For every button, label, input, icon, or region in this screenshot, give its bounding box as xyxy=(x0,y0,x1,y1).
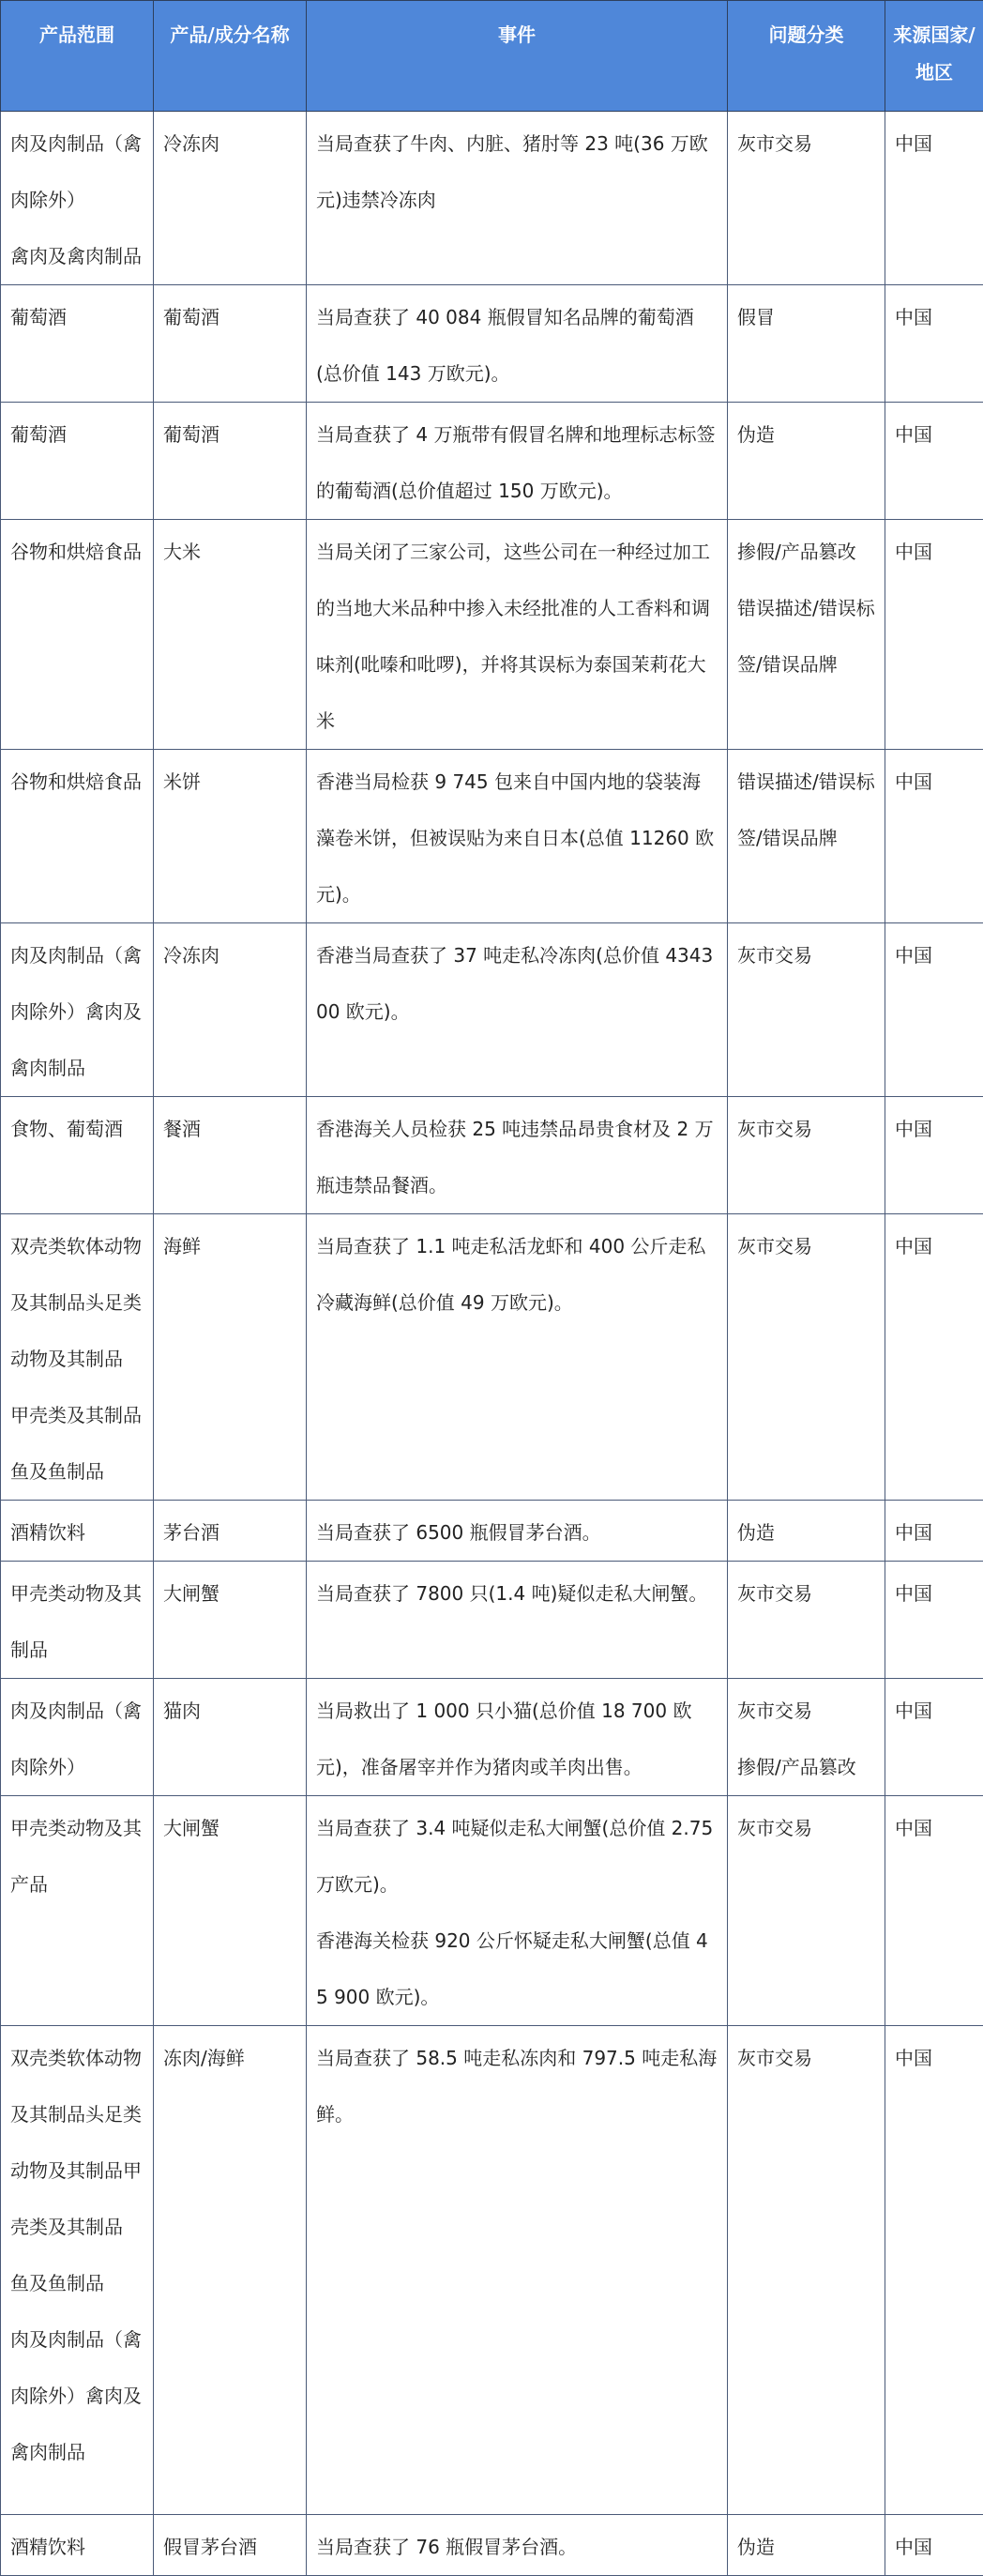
cell-product: 茅台酒 xyxy=(154,1501,307,1562)
cell-issue xyxy=(728,285,885,403)
cell-category xyxy=(1,520,154,750)
cell-origin: 中国 xyxy=(885,1796,983,2026)
cell-event xyxy=(307,1796,728,2026)
cell-text: 灰市交易 xyxy=(737,1683,875,1739)
cell-event xyxy=(307,403,728,520)
cell-product: 冷冻肉 xyxy=(154,112,307,285)
cell-text: 当局查获了 4 万瓶带有假冒名牌和地理标志标签的葡萄酒(总价值超过 150 万欧元)。 xyxy=(316,406,718,519)
cell-category xyxy=(1,403,154,520)
header-category: 产品范围 xyxy=(1,1,154,112)
cell-category xyxy=(1,1214,154,1501)
cell-text: 灰市交易 xyxy=(737,2030,875,2086)
cell-text: 香港海关人员检获 25 吨违禁品昂贵食材及 2 万瓶违禁品餐酒。 xyxy=(316,1101,718,1213)
cell-text: 酒精饮料 xyxy=(10,1504,144,1561)
cell-category xyxy=(1,1796,154,2026)
cell-origin: 中国 xyxy=(885,1562,983,1679)
cell-text: 鱼及鱼制品 xyxy=(10,1443,144,1500)
cell-text: 灰市交易 xyxy=(737,115,875,172)
cell-issue xyxy=(728,1679,885,1796)
cell-product: 假冒茅台酒 xyxy=(154,2515,307,2576)
cell-event xyxy=(307,1679,728,1796)
cell-origin: 中国 xyxy=(885,520,983,750)
cell-text: 当局查获了 76 瓶假冒茅台酒。 xyxy=(316,2519,718,2575)
cell-product: 餐酒 xyxy=(154,1097,307,1214)
cell-text: 灰市交易 xyxy=(737,1101,875,1157)
cell-text: 肉及肉制品（禽肉除外） xyxy=(10,1683,144,1795)
cell-category xyxy=(1,923,154,1097)
cell-text: 香港当局查获了 37 吨走私冷冻肉(总价值 434300 欧元)。 xyxy=(316,927,718,1040)
cell-text: 葡萄酒 xyxy=(10,406,144,463)
cell-text: 当局查获了 40 084 瓶假冒知名品牌的葡萄酒(总价值 143 万欧元)。 xyxy=(316,289,718,402)
cell-product: 葡萄酒 xyxy=(154,285,307,403)
table-row xyxy=(1,403,983,520)
cell-text: 伪造 xyxy=(737,1504,875,1561)
cell-issue xyxy=(728,750,885,923)
cell-text: 灰市交易 xyxy=(737,927,875,983)
cell-text: 灰市交易 xyxy=(737,1218,875,1274)
table-row xyxy=(1,1097,983,1214)
cell-text: 肉及肉制品（禽肉除外）禽肉及禽肉制品 xyxy=(10,927,144,1096)
cell-origin: 中国 xyxy=(885,403,983,520)
cell-text: 伪造 xyxy=(737,406,875,463)
cell-category xyxy=(1,2026,154,2515)
cell-text: 当局查获了 7800 只(1.4 吨)疑似走私大闸蟹。 xyxy=(316,1565,718,1622)
cell-event xyxy=(307,2026,728,2515)
cell-issue xyxy=(728,1501,885,1562)
cell-issue xyxy=(728,2026,885,2515)
cell-text: 肉及肉制品（禽肉除外）禽肉及禽肉制品 xyxy=(10,2311,144,2480)
cell-text: 错误描述/错误标签/错误品牌 xyxy=(737,580,875,693)
cell-product: 大米 xyxy=(154,520,307,750)
table-row xyxy=(1,520,983,750)
table-row xyxy=(1,285,983,403)
table-body xyxy=(1,112,983,2576)
cell-text: 掺假/产品篡改 xyxy=(737,524,875,580)
cell-product: 米饼 xyxy=(154,750,307,923)
cell-origin: 中国 xyxy=(885,2026,983,2515)
cell-text: 错误描述/错误标签/错误品牌 xyxy=(737,754,875,866)
cell-product: 大闸蟹 xyxy=(154,1562,307,1679)
table-header xyxy=(1,1,983,112)
cell-text: 香港当局检获 9 745 包来自中国内地的袋装海藻卷米饼，但被误贴为来自日本(总值 11260 欧元)。 xyxy=(316,754,718,922)
table-row xyxy=(1,2026,983,2515)
header-product: 产品/成分名称 xyxy=(154,1,307,112)
cell-origin: 中国 xyxy=(885,750,983,923)
cell-text: 甲壳类动物及其产品 xyxy=(10,1800,144,1913)
cell-category xyxy=(1,750,154,923)
cell-event xyxy=(307,1214,728,1501)
cell-text: 掺假/产品篡改 xyxy=(737,1739,875,1795)
cell-product: 冷冻肉 xyxy=(154,923,307,1097)
table-row xyxy=(1,2515,983,2576)
cell-category xyxy=(1,1562,154,1679)
cell-issue xyxy=(728,2515,885,2576)
cell-text: 当局查获了 1.1 吨走私活龙虾和 400 公斤走私冷藏海鲜(总价值 49 万欧元)。 xyxy=(316,1218,718,1331)
cell-text: 当局查获了 58.5 吨走私冻肉和 797.5 吨走私海鲜。 xyxy=(316,2030,718,2142)
table-row xyxy=(1,1214,983,1501)
cell-text: 当局查获了牛肉、内脏、猪肘等 23 吨(36 万欧元)违禁冷冻肉 xyxy=(316,115,718,228)
cell-event xyxy=(307,923,728,1097)
table-row xyxy=(1,112,983,285)
cell-text: 葡萄酒 xyxy=(10,289,144,345)
cell-event xyxy=(307,1562,728,1679)
cell-event xyxy=(307,520,728,750)
cell-event xyxy=(307,2515,728,2576)
cell-text: 谷物和烘焙食品 xyxy=(10,754,144,810)
cell-event xyxy=(307,112,728,285)
table-row xyxy=(1,1562,983,1679)
cell-text: 双壳类软体动物及其制品头足类动物及其制品甲壳类及其制品 xyxy=(10,2030,144,2255)
cell-text: 当局关闭了三家公司，这些公司在一种经过加工的当地大米品种中掺入未经批准的人工香料和调味剂(吡嗪和吡啰)，并将其误标为泰国茉莉花大米 xyxy=(316,524,718,749)
cell-text: 甲壳类及其制品 xyxy=(10,1387,144,1443)
cell-category xyxy=(1,1097,154,1214)
cell-issue xyxy=(728,1097,885,1214)
header-issue: 问题分类 xyxy=(728,1,885,112)
cell-event xyxy=(307,1097,728,1214)
cell-issue xyxy=(728,112,885,285)
table-row xyxy=(1,1501,983,1562)
cell-text: 当局查获了 6500 瓶假冒茅台酒。 xyxy=(316,1504,718,1561)
cell-category xyxy=(1,1679,154,1796)
cell-text: 伪造 xyxy=(737,2519,875,2575)
cell-text: 酒精饮料 xyxy=(10,2519,144,2575)
header-row xyxy=(1,1,983,112)
cell-origin: 中国 xyxy=(885,2515,983,2576)
table-row xyxy=(1,750,983,923)
cell-text: 香港海关检获 920 公斤怀疑走私大闸蟹(总值 45 900 欧元)。 xyxy=(316,1913,718,2025)
cell-text: 禽肉及禽肉制品 xyxy=(10,228,144,284)
cell-issue xyxy=(728,1796,885,2026)
cell-issue xyxy=(728,1214,885,1501)
cell-origin: 中国 xyxy=(885,923,983,1097)
cell-category xyxy=(1,285,154,403)
cell-issue xyxy=(728,520,885,750)
header-origin: 来源国家/地区 xyxy=(885,1,983,112)
cell-issue xyxy=(728,923,885,1097)
cell-product: 海鲜 xyxy=(154,1214,307,1501)
cell-origin: 中国 xyxy=(885,1501,983,1562)
cell-event xyxy=(307,285,728,403)
cell-text: 假冒 xyxy=(737,289,875,345)
cell-category xyxy=(1,2515,154,2576)
header-event: 事件 xyxy=(307,1,728,112)
cell-origin: 中国 xyxy=(885,285,983,403)
cell-origin: 中国 xyxy=(885,1097,983,1214)
cell-origin: 中国 xyxy=(885,112,983,285)
cell-origin: 中国 xyxy=(885,1214,983,1501)
cell-text: 灰市交易 xyxy=(737,1565,875,1622)
table-row xyxy=(1,923,983,1097)
cell-text: 当局查获了 3.4 吨疑似走私大闸蟹(总价值 2.75 万欧元)。 xyxy=(316,1800,718,1913)
cell-text: 甲壳类动物及其制品 xyxy=(10,1565,144,1678)
cell-product: 猫肉 xyxy=(154,1679,307,1796)
cell-text: 食物、葡萄酒 xyxy=(10,1101,144,1157)
table-row xyxy=(1,1679,983,1796)
cell-text: 鱼及鱼制品 xyxy=(10,2255,144,2311)
cell-category xyxy=(1,1501,154,1562)
cell-issue xyxy=(728,1562,885,1679)
cell-text: 双壳类软体动物及其制品头足类动物及其制品 xyxy=(10,1218,144,1387)
cell-issue xyxy=(728,403,885,520)
cell-text: 当局救出了 1 000 只小猫(总价值 18 700 欧元)，准备屠宰并作为猪肉或羊肉出售。 xyxy=(316,1683,718,1795)
cell-text: 肉及肉制品（禽肉除外） xyxy=(10,115,144,228)
cell-origin: 中国 xyxy=(885,1679,983,1796)
cell-text: 灰市交易 xyxy=(737,1800,875,1856)
cell-event xyxy=(307,750,728,923)
cell-product: 大闸蟹 xyxy=(154,1796,307,2026)
cell-product: 葡萄酒 xyxy=(154,403,307,520)
cell-category xyxy=(1,112,154,285)
cell-text: 谷物和烘焙食品 xyxy=(10,524,144,580)
cell-product: 冻肉/海鲜 xyxy=(154,2026,307,2515)
table-row xyxy=(1,1796,983,2026)
cell-event xyxy=(307,1501,728,1562)
